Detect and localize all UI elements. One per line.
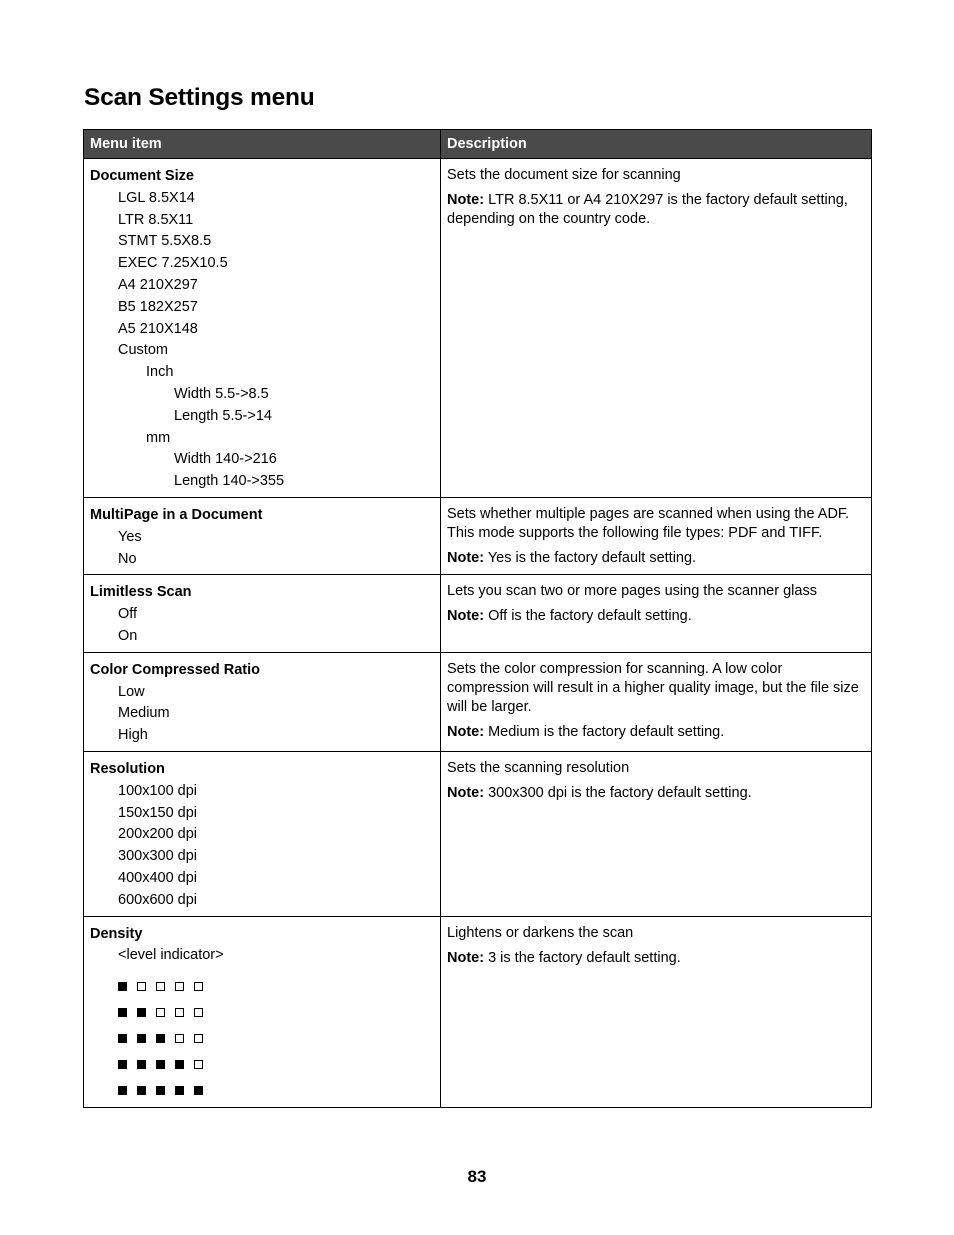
note-body: Yes is the factory default setting. (487, 549, 697, 566)
density-level-row (118, 999, 434, 1025)
note-body: Medium is the factory default setting. (488, 723, 725, 740)
menu-option: 200x200 dpi (118, 826, 198, 843)
menu-item-cell (84, 751, 441, 916)
note-body: 300x300 dpi is the factory default setting. (488, 784, 752, 801)
note-text (447, 723, 865, 742)
menu-item-title: Color Compressed Ratio (90, 661, 260, 678)
menu-item-cell (84, 575, 441, 652)
note-label: Note: (447, 608, 485, 625)
menu-item-cell (84, 652, 441, 751)
filled-square-icon (156, 1086, 165, 1095)
empty-square-icon (194, 1034, 203, 1043)
menu-item-title: MultiPage in a Document (90, 506, 263, 523)
table-row (84, 159, 872, 498)
column-header-description: Description (441, 130, 872, 159)
empty-square-icon (194, 1060, 203, 1069)
density-level-row (118, 973, 434, 999)
filled-square-icon (137, 1086, 146, 1095)
description-cell (441, 159, 872, 498)
note-text (447, 549, 865, 568)
menu-item-cell (84, 159, 441, 498)
density-level-indicators (90, 967, 434, 1103)
menu-option: Inch (146, 364, 174, 381)
table-row (84, 751, 872, 916)
menu-item-title: Resolution (90, 760, 165, 777)
menu-option: Width 140->216 (174, 451, 277, 468)
filled-square-icon (194, 1086, 203, 1095)
filled-square-icon (118, 1034, 127, 1043)
note-label: Note: (447, 192, 485, 208)
menu-option: 100x100 dpi (118, 782, 198, 799)
note-label: Note: (447, 723, 485, 740)
menu-option: Off (118, 606, 138, 623)
menu-option: EXEC 7.25X10.5 (118, 255, 228, 272)
menu-option: 400x400 dpi (118, 869, 198, 886)
menu-option: LTR 8.5X11 (118, 211, 194, 228)
menu-option: Medium (118, 705, 170, 722)
description-cell (441, 916, 872, 1108)
menu-option: STMT 5.5X8.5 (118, 233, 212, 250)
filled-square-icon (118, 1060, 127, 1069)
filled-square-icon (118, 1008, 127, 1017)
menu-option: A5 210X148 (118, 320, 198, 337)
note-text (447, 191, 865, 229)
filled-square-icon (137, 1034, 146, 1043)
menu-option: Custom (118, 342, 168, 359)
empty-square-icon (175, 982, 184, 991)
note-body: LTR 8.5X11 or A4 210X297 is the factory default setting, depending on the country code. (447, 192, 848, 227)
density-level-row (118, 1077, 434, 1103)
menu-option: mm (146, 429, 171, 446)
note-body: 3 is the factory default setting. (488, 949, 681, 966)
menu-item-title: Limitless Scan (90, 584, 192, 601)
note-label: Note: (447, 784, 485, 801)
table-body (84, 159, 872, 1108)
description-cell (441, 575, 872, 652)
page-title: Scan Settings menu (84, 84, 315, 111)
description-text: Sets whether multiple pages are scanned when using the ADF. This mode supports the following file types: PDF and TIFF. (447, 505, 850, 541)
note-text (447, 607, 865, 626)
empty-square-icon (175, 1008, 184, 1017)
menu-item-cell (84, 497, 441, 574)
table-header-row (84, 130, 872, 159)
menu-option: High (118, 727, 148, 744)
menu-item-cell (84, 916, 441, 1108)
empty-square-icon (137, 982, 146, 991)
filled-square-icon (156, 1060, 165, 1069)
table-row (84, 652, 872, 751)
empty-square-icon (175, 1034, 184, 1043)
menu-option: Low (118, 683, 145, 700)
menu-option: B5 182X257 (118, 298, 198, 315)
note-text (447, 949, 865, 968)
empty-square-icon (194, 1008, 203, 1017)
scan-settings-table (83, 129, 872, 1108)
filled-square-icon (118, 1086, 127, 1095)
density-level-row (118, 1025, 434, 1051)
table-row (84, 497, 872, 574)
column-header-menu-item: Menu item (84, 130, 441, 159)
empty-square-icon (156, 1008, 165, 1017)
description-text: Sets the scanning resolution (447, 759, 630, 776)
description-text: Lets you scan two or more pages using the scanner glass (447, 583, 817, 600)
menu-option: 600x600 dpi (118, 891, 198, 908)
page-number: 83 (467, 1167, 487, 1186)
note-label: Note: (447, 549, 485, 566)
menu-option: Length 5.5->14 (174, 407, 272, 424)
note-body: Off is the factory default setting. (488, 608, 692, 625)
menu-option: Yes (118, 528, 142, 545)
filled-square-icon (137, 1060, 146, 1069)
table-row (84, 916, 872, 1108)
menu-option: Width 5.5->8.5 (174, 385, 269, 402)
note-label: Note: (447, 949, 485, 966)
menu-option: <level indicator> (118, 947, 224, 964)
filled-square-icon (175, 1086, 184, 1095)
table-row (84, 575, 872, 652)
menu-option: Length 140->355 (174, 473, 285, 490)
filled-square-icon (175, 1060, 184, 1069)
menu-item-title: Density (90, 925, 143, 942)
description-text: Sets the color compression for scanning. A low color compression will result in a higher quality image, but the file size will be larger. (447, 660, 859, 715)
density-level-row (118, 1051, 434, 1077)
filled-square-icon (137, 1008, 146, 1017)
menu-option: A4 210X297 (118, 276, 198, 293)
description-cell (441, 652, 872, 751)
menu-option: 150x150 dpi (118, 804, 198, 821)
menu-option: On (118, 627, 138, 644)
filled-square-icon (156, 1034, 165, 1043)
menu-item-title: Document Size (90, 168, 194, 184)
filled-square-icon (118, 982, 127, 991)
menu-option: 300x300 dpi (118, 848, 198, 865)
empty-square-icon (156, 982, 165, 991)
description-text: Lightens or darkens the scan (447, 924, 634, 941)
description-text: Sets the document size for scanning (447, 167, 681, 183)
menu-option: No (118, 550, 137, 567)
note-text (447, 784, 865, 803)
description-cell (441, 497, 872, 574)
description-cell (441, 751, 872, 916)
empty-square-icon (194, 982, 203, 991)
menu-option: LGL 8.5X14 (118, 189, 195, 206)
